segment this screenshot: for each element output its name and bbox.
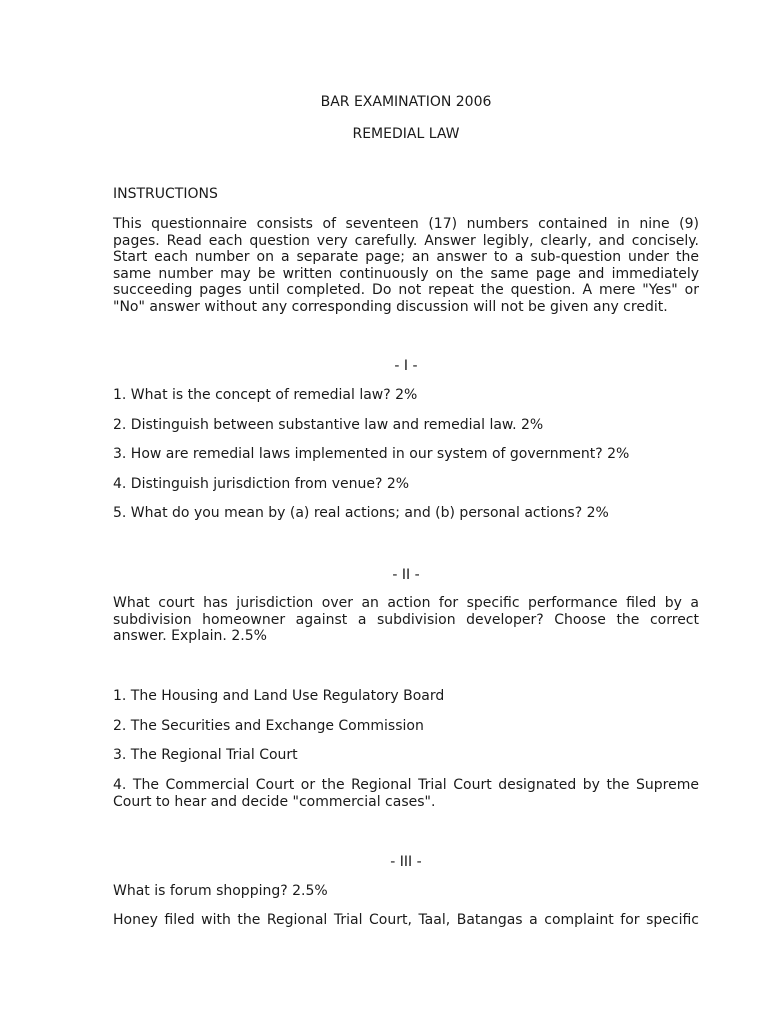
section-2-option-3: 3. The Regional Trial Court [113, 747, 298, 763]
section-2-heading: - II - [392, 567, 420, 583]
section-1-question-1: 1. What is the concept of remedial law? 2% [113, 387, 418, 403]
section-1-question-3: 3. How are remedial laws implemented in our system of government? 2% [113, 446, 630, 462]
section-2-option-2: 2. The Securities and Exchange Commission [113, 718, 424, 734]
section-1-heading: - I - [394, 358, 418, 374]
section-1-question-5: 5. What do you mean by (a) real actions; and (b) personal actions? 2% [113, 505, 609, 521]
document-subtitle: REMEDIAL LAW [352, 126, 460, 142]
section-1-question-4: 4. Distinguish jurisdiction from venue? 2% [113, 476, 410, 492]
document-title: BAR EXAMINATION 2006 [320, 94, 492, 110]
instructions-heading: INSTRUCTIONS [113, 186, 218, 202]
section-3-question-1: What is forum shopping? 2.5% [113, 883, 328, 899]
section-3-heading: - III - [390, 854, 422, 870]
section-2-option-4: 4. The Commercial Court or the Regional Trial Court designated by the Supreme Court to hear and decide "commercial cases". [113, 777, 699, 810]
section-3-partial-paragraph: Honey filed with the Regional Trial Court, Taal, Batangas a complaint for specific [113, 912, 699, 928]
section-2-question: What court has jurisdiction over an action for specific performance filed by a subdivision homeowner against a subdivision developer? Choose the correct answer. Explain. 2.5% [113, 595, 699, 644]
section-2-option-1: 1. The Housing and Land Use Regulatory Board [113, 688, 445, 704]
instructions-paragraph: This questionnaire consists of seventeen (17) numbers contained in nine (9) pages. Read each question very carefully. Answer legibly, clearly, and concisely. Start each number on a separate page; an answer to a sub-question under the same number may be written continuously on the same page and immediately succeeding pages until completed. Do not repeat the question. A mere "Yes" or "No" answer without any corresponding discussion will not be given any credit. [113, 216, 699, 315]
section-1-question-2: 2. Distinguish between substantive law and remedial law. 2% [113, 417, 544, 433]
